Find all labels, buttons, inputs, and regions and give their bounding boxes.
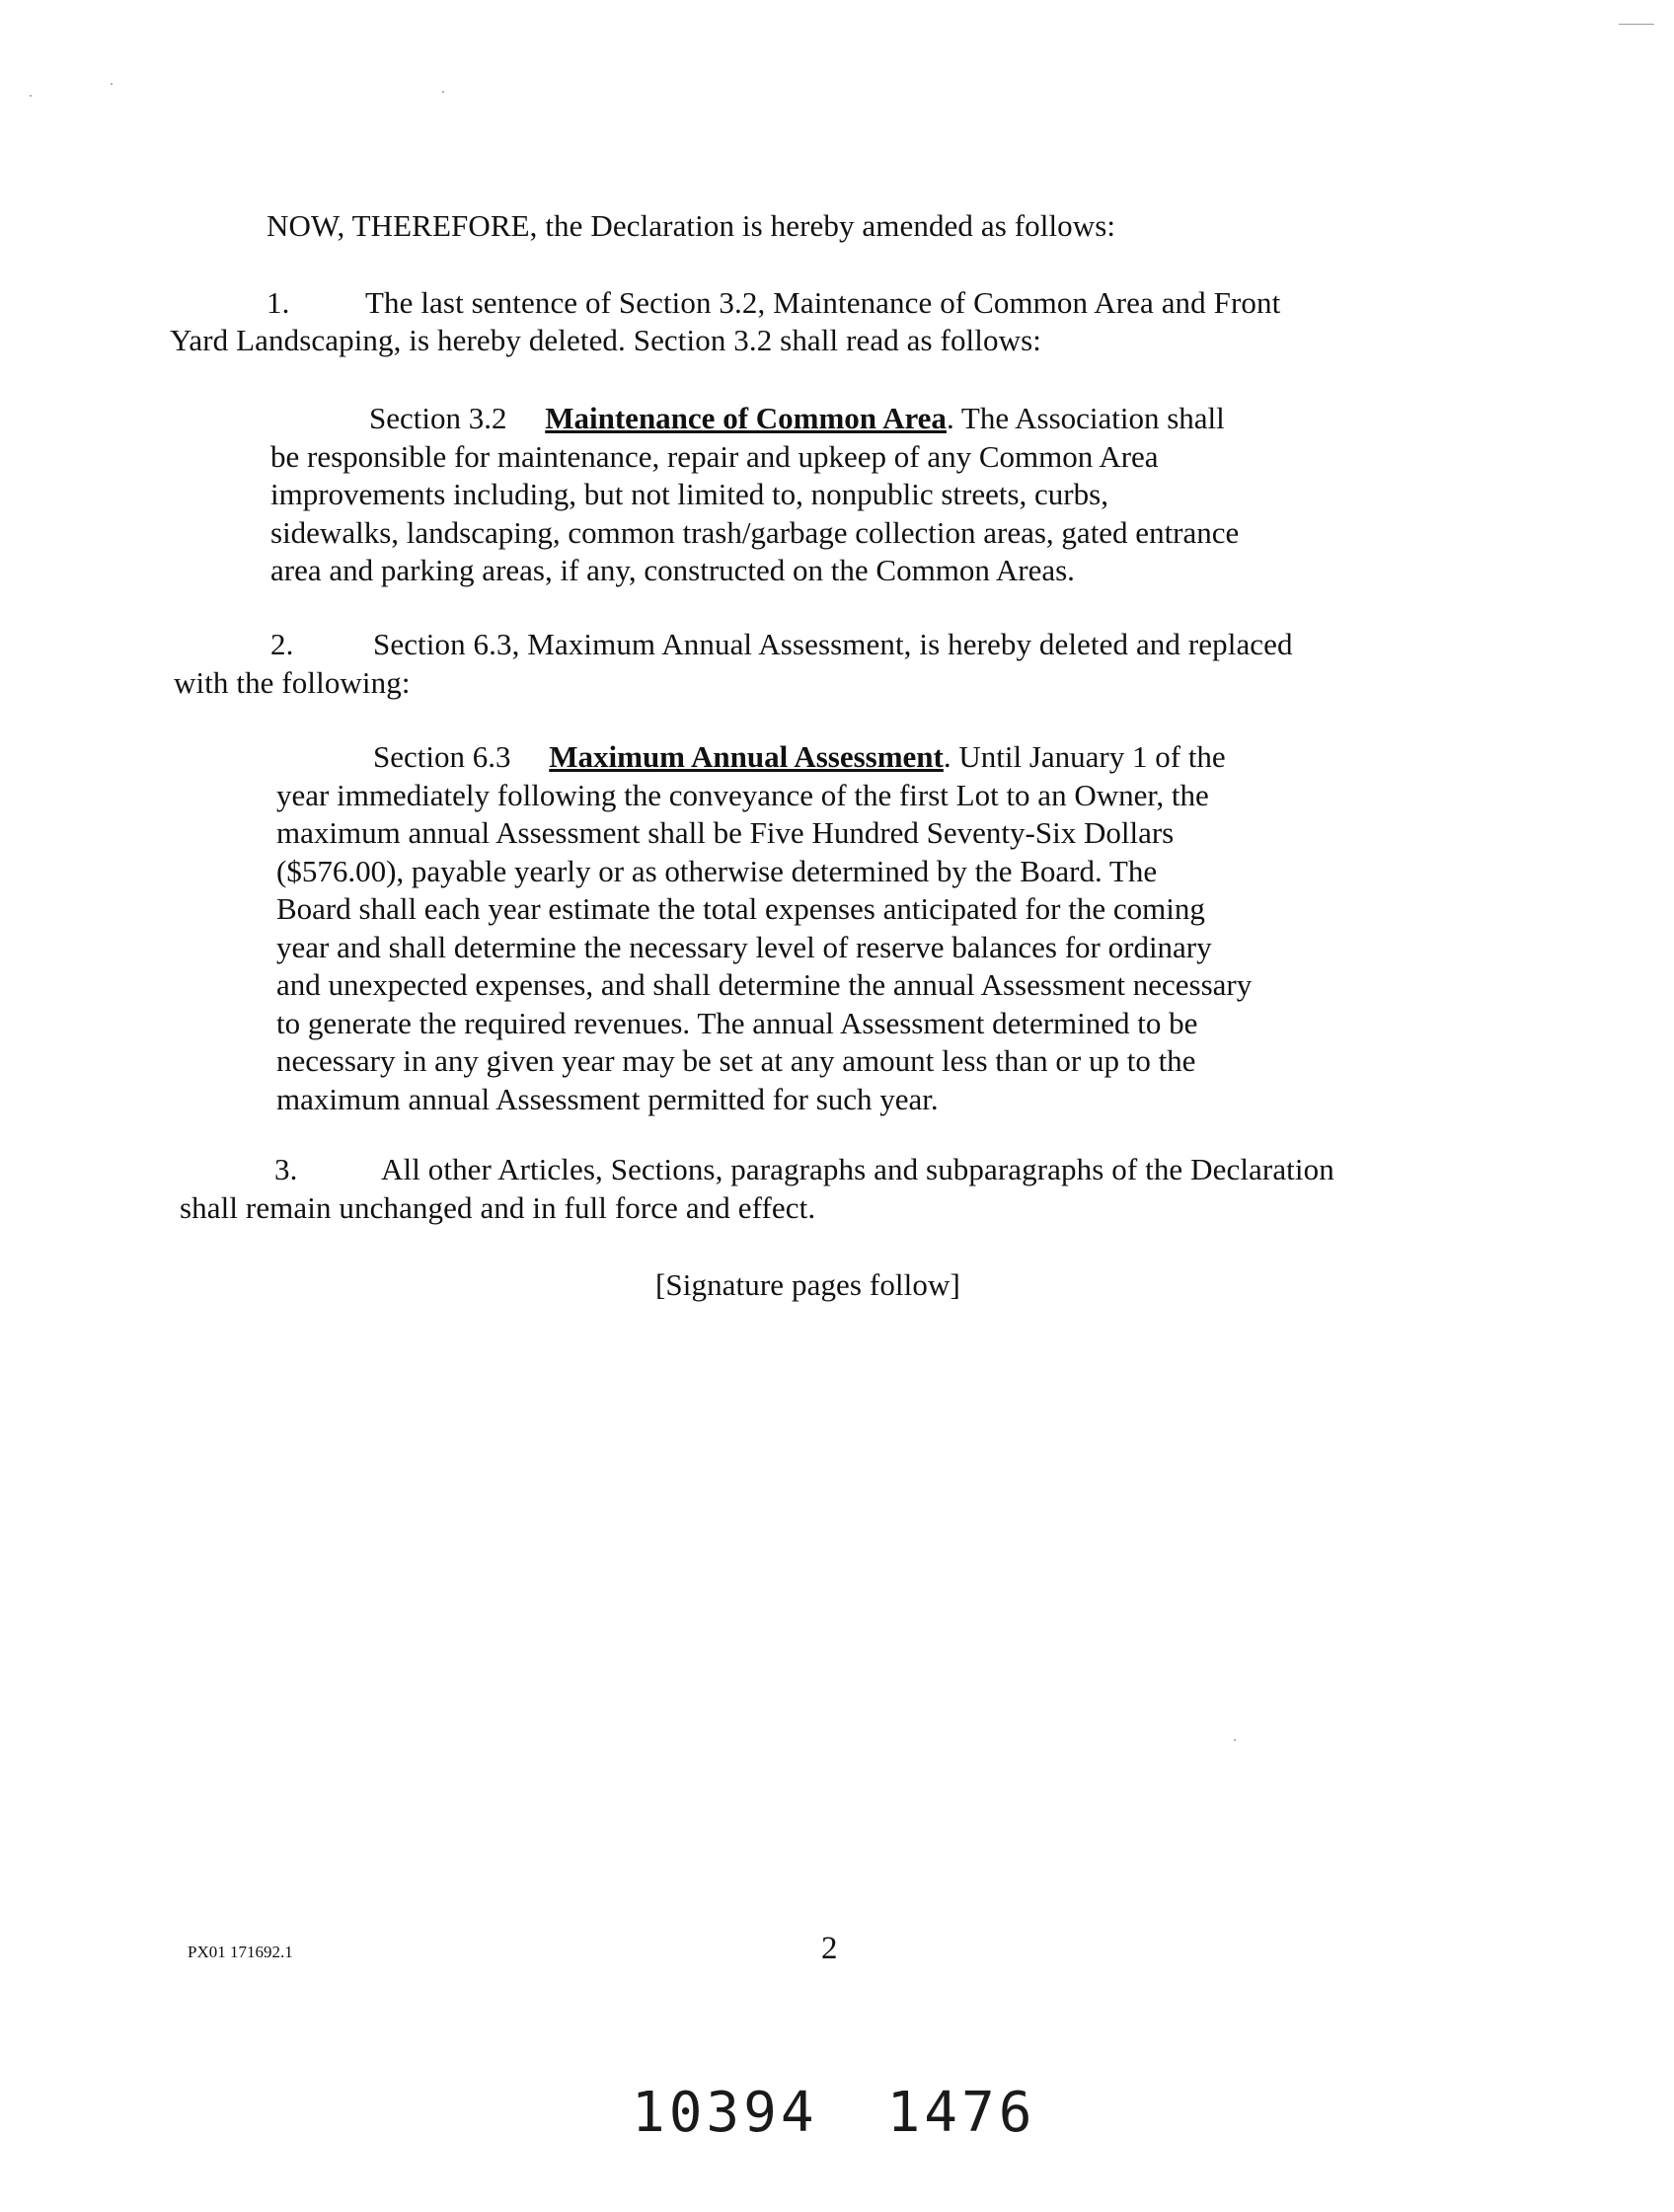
section-6-3-line: maximum annual Assessment shall be Five Hundred Seventy-Six Dollars <box>276 815 1175 850</box>
section-6-3-line: and unexpected expenses, and shall determine the annual Assessment necessary <box>276 967 1253 1002</box>
section-6-3-line: to generate the required revenues. The annual Assessment determined to be <box>276 1005 1198 1040</box>
scan-speck <box>1619 24 1654 25</box>
page-number: 2 <box>821 1931 838 1966</box>
item-3-second-line: shall remain unchanged and in full force and effect. <box>180 1190 816 1225</box>
section-3-2-block <box>270 400 1239 590</box>
item-3-first-line: 3. All other Articles, Sections, paragraphs and subparagraphs of the Declaration <box>274 1152 1334 1186</box>
scan-speck <box>1234 1739 1236 1741</box>
section-6-3-block <box>276 738 1252 1118</box>
section-6-3-line: year immediately following the conveyance of the first Lot to an Owner, the <box>276 777 1209 812</box>
document-id: PX01 171692.1 <box>188 1943 293 1961</box>
scan-speck <box>442 91 444 93</box>
section-6-3-lead: . Until January 1 of the <box>943 739 1226 774</box>
section-3-2-line: be responsible for maintenance, repair and upkeep of any Common Area <box>270 438 1159 474</box>
section-6-3-line: maximum annual Assessment permitted for such year. <box>276 1081 939 1116</box>
item-2-first-line: 2. Section 6.3, Maximum Annual Assessment, is hereby deleted and replaced <box>270 627 1293 661</box>
item-2-number: 2. <box>270 627 294 661</box>
section-6-3-label: Section 6.3 <box>373 739 511 774</box>
section-6-3-line: ($576.00), payable yearly or as otherwise determined by the Board. The <box>276 853 1158 888</box>
section-3-2-line: sidewalks, landscaping, common trash/garbage collection areas, gated entrance <box>270 514 1240 550</box>
recording-stamp <box>632 2081 1035 2145</box>
section-6-3-line: year and shall determine the necessary level of reserve balances for ordinary <box>276 929 1212 964</box>
recording-page-number: 1476 <box>886 2081 1036 2145</box>
section-6-3-heading: Maximum Annual Assessment <box>549 739 944 774</box>
section-3-2-line: area and parking areas, if any, constructed on the Common Areas. <box>270 553 1075 587</box>
section-6-3-line: necessary in any given year may be set at any amount less than or up to the <box>276 1043 1196 1078</box>
item-1-number: 1. <box>266 285 290 320</box>
intro-text: NOW, THEREFORE, the Declaration is hereby amended as follows: <box>266 208 1116 243</box>
section-3-2-lead: . The Association shall <box>946 401 1225 435</box>
section-3-2-heading: Maintenance of Common Area <box>545 401 947 435</box>
item-3-number: 3. <box>274 1152 298 1186</box>
section-3-2-line: improvements including, but not limited to, nonpublic streets, curbs, <box>270 477 1108 511</box>
section-6-3-heading-line <box>276 738 1252 777</box>
section-3-2-heading-line <box>270 400 1239 438</box>
scan-speck <box>30 95 32 97</box>
item-1-second-line: Yard Landscaping, is hereby deleted. Section 3.2 shall read as follows: <box>170 323 1041 357</box>
signature-note: [Signature pages follow] <box>655 1267 960 1302</box>
recording-book-number: 10394 <box>632 2081 818 2145</box>
item-2-second-line: with the following: <box>174 665 411 700</box>
section-6-3-line: Board shall each year estimate the total expenses anticipated for the coming <box>276 891 1205 926</box>
scan-speck <box>111 83 113 85</box>
section-3-2-label: Section 3.2 <box>369 401 507 435</box>
item-1-first-line: 1. The last sentence of Section 3.2, Maintenance of Common Area and Front <box>266 285 1281 320</box>
